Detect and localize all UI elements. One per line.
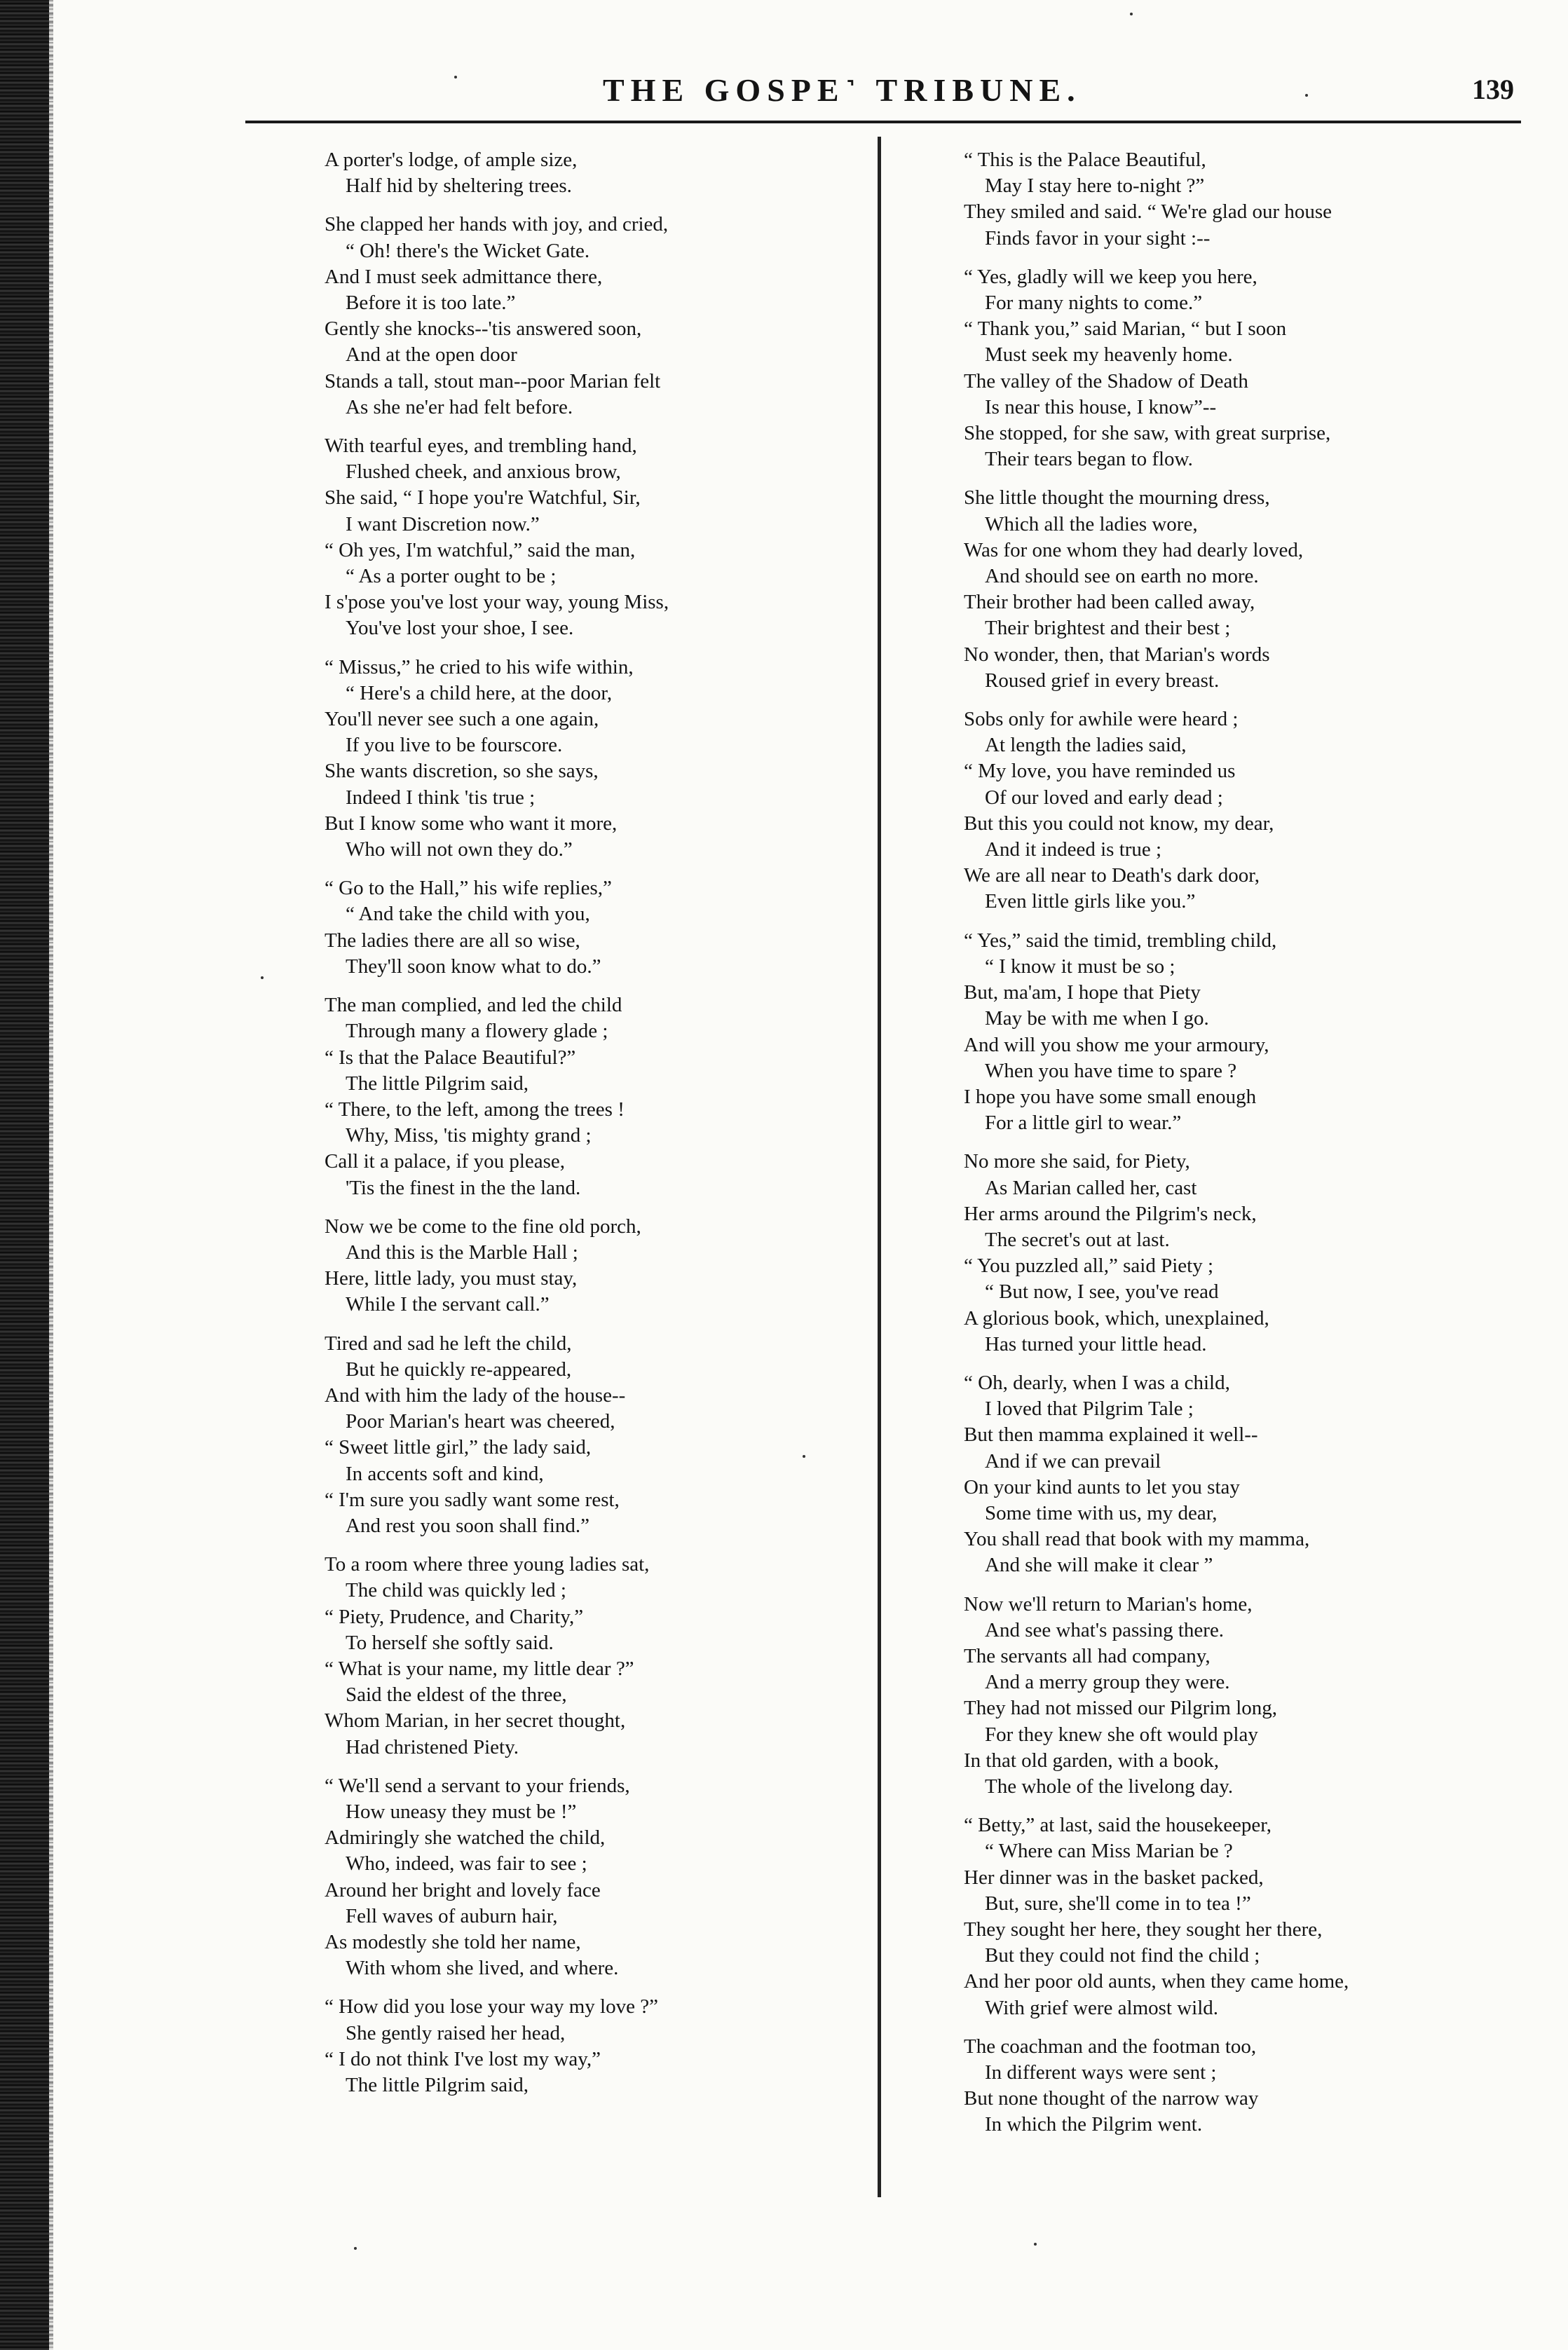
verse-line: Of our loved and early dead ; xyxy=(985,786,1223,809)
verse-line: As modestly she told her name, xyxy=(325,1931,581,1953)
stanza xyxy=(325,1214,857,1318)
left-column xyxy=(325,147,857,2111)
verse-line: And will you show me your armoury, xyxy=(964,1033,1269,1056)
verse-line: Now we be come to the fine old porch, xyxy=(325,1215,641,1238)
verse-line: The ladies there are all so wise, xyxy=(325,929,580,952)
stanza xyxy=(325,212,857,421)
verse-line: For they knew she oft would play xyxy=(985,1723,1258,1746)
verse-line: She wants discretion, so she says, xyxy=(325,760,599,783)
verse-line: We are all near to Death's dark door, xyxy=(964,864,1260,887)
verse-line: If you live to be fourscore. xyxy=(346,734,563,757)
verse-line: The little Pilgrim said, xyxy=(346,1072,529,1095)
verse-line: The child was quickly led ; xyxy=(346,1579,566,1602)
verse-line: No wonder, then, that Marian's words xyxy=(964,643,1270,666)
verse-line: The whole of the livelong day. xyxy=(985,1775,1234,1798)
verse-line: On your kind aunts to let you stay xyxy=(964,1475,1240,1498)
verse-line: Their tears began to flow. xyxy=(985,448,1193,471)
verse-line: Said the eldest of the three, xyxy=(346,1683,567,1707)
print-speck xyxy=(803,1455,805,1458)
verse-line: Their brightest and their best ; xyxy=(985,617,1231,640)
binding-edge xyxy=(0,0,49,2350)
verse-line: “ Thank you,” said Marian, “ but I soon xyxy=(964,317,1287,341)
verse-line: But they could not find the child ; xyxy=(985,1944,1260,1967)
verse-line: Tired and sad he left the child, xyxy=(325,1332,572,1355)
verse-line: She gently raised her head, xyxy=(346,2021,566,2044)
verse-line: And rest you soon shall find.” xyxy=(346,1514,589,1537)
verse-line: “ Sweet little girl,” the lady said, xyxy=(325,1436,592,1459)
verse-line: Her dinner was in the basket packed, xyxy=(964,1866,1264,1889)
verse-line: But none thought of the narrow way xyxy=(964,2087,1259,2110)
verse-line: But I know some who want it more, xyxy=(325,812,618,835)
verse-line: Must seek my heavenly home. xyxy=(985,343,1233,367)
verse-line: And she will make it clear ” xyxy=(985,1554,1213,1577)
verse-line: Half hid by sheltering trees. xyxy=(346,175,572,198)
verse-line: Indeed I think 'tis true ; xyxy=(346,786,536,809)
verse-line: I want Discretion now.” xyxy=(346,512,540,535)
verse-line: Now we'll return to Marian's home, xyxy=(964,1592,1253,1615)
stanza xyxy=(325,655,857,863)
column-divider xyxy=(878,137,881,2197)
stanza xyxy=(325,1773,857,1982)
verse-line: A glorious book, which, unexplained, xyxy=(964,1306,1269,1330)
verse-line: Why, Miss, 'tis mighty grand ; xyxy=(346,1124,592,1147)
stanza xyxy=(964,147,1511,252)
stanza xyxy=(964,1370,1511,1579)
page-header xyxy=(231,64,1514,121)
stanza xyxy=(325,1331,857,1540)
verse-line: “ I know it must be so ; xyxy=(985,955,1175,978)
verse-line: I hope you have some small enough xyxy=(964,1085,1257,1108)
verse-line: And at the open door xyxy=(346,343,517,367)
verse-line: The coachman and the footman too, xyxy=(964,2035,1257,2058)
verse-line: Poor Marian's heart was cheered, xyxy=(346,1410,615,1433)
stanza xyxy=(325,992,857,1201)
verse-line: But, sure, she'll come in to tea !” xyxy=(985,1892,1251,1915)
verse-line: She little thought the mourning dress, xyxy=(964,486,1270,510)
verse-line: “ Betty,” at last, said the housekeeper, xyxy=(964,1814,1272,1837)
verse-line: “ I do not think I've lost my way,” xyxy=(325,2047,601,2070)
verse-line: “ Go to the Hall,” his wife replies,” xyxy=(325,877,612,900)
verse-line: Their brother had been called away, xyxy=(964,591,1255,614)
verse-line: “ Where can Miss Marian be ? xyxy=(985,1840,1233,1863)
verse-line: While I the servant call.” xyxy=(346,1293,550,1316)
verse-line: Some time with us, my dear, xyxy=(985,1501,1218,1524)
verse-line: They smiled and said. “ We're glad our house xyxy=(964,200,1332,224)
verse-line: Sobs only for awhile were heard ; xyxy=(964,708,1239,731)
stanza xyxy=(964,1812,1511,2021)
stanza xyxy=(964,1592,1511,1801)
stanza xyxy=(964,928,1511,1137)
verse-line: With grief were almost wild. xyxy=(985,1996,1219,2019)
stanza xyxy=(964,706,1511,915)
verse-line: “ Yes,” said the timid, trembling child, xyxy=(964,929,1277,952)
verse-line: “ Oh yes, I'm watchful,” said the man, xyxy=(325,538,636,561)
verse-line: Roused grief in every breast. xyxy=(985,669,1220,692)
verse-line: Was for one whom they had dearly loved, xyxy=(964,538,1304,561)
verse-line: In accents soft and kind, xyxy=(346,1462,544,1485)
verse-line: As she ne'er had felt before. xyxy=(346,395,573,418)
verse-line: “ You puzzled all,” said Piety ; xyxy=(964,1255,1214,1278)
verse-line: As Marian called her, cast xyxy=(985,1176,1197,1199)
verse-line: The secret's out at last. xyxy=(985,1228,1170,1251)
verse-line: You've lost your shoe, I see. xyxy=(346,617,574,640)
verse-line: 'Tis the finest in the the land. xyxy=(346,1176,581,1199)
verse-line: “ But now, I see, you've read xyxy=(985,1280,1219,1304)
verse-line: And I must seek admittance there, xyxy=(325,265,603,288)
verse-line: Who will not own they do.” xyxy=(346,838,573,861)
verse-line: “ And take the child with you, xyxy=(346,903,590,926)
verse-line: “ As a porter ought to be ; xyxy=(346,565,557,588)
verse-line: A porter's lodge, of ample size, xyxy=(325,149,578,171)
stanza xyxy=(964,1149,1511,1358)
verse-line: “ My love, you have reminded us xyxy=(964,760,1236,783)
verse-line: Admiringly she watched the child, xyxy=(325,1826,606,1850)
verse-line: “ I'm sure you sadly want some rest, xyxy=(325,1488,620,1511)
verse-line: Fell waves of auburn hair, xyxy=(346,1904,558,1927)
verse-line: She said, “ I hope you're Watchful, Sir, xyxy=(325,486,641,510)
stanza xyxy=(325,147,857,199)
verse-line: And her poor old aunts, when they came home, xyxy=(964,1970,1349,1993)
header-rule xyxy=(245,121,1521,123)
print-speck xyxy=(1305,94,1308,97)
verse-line: Flushed cheek, and anxious brow, xyxy=(346,460,621,484)
verse-line: But this you could not know, my dear, xyxy=(964,812,1274,835)
verse-line: In that old garden, with a book, xyxy=(964,1749,1220,1772)
verse-line: She stopped, for she saw, with great surprise, xyxy=(964,422,1331,445)
stanza xyxy=(325,1994,857,2098)
verse-line: And it indeed is true ; xyxy=(985,838,1162,861)
verse-line: Even little girls like you.” xyxy=(985,890,1196,913)
verse-line: “ Missus,” he cried to his wife within, xyxy=(325,655,634,678)
verse-line: And if we can prevail xyxy=(985,1449,1161,1473)
verse-line: They sought her here, they sought her there, xyxy=(964,1918,1323,1941)
verse-line: Whom Marian, in her secret thought, xyxy=(325,1709,626,1733)
verse-line: Before it is too late.” xyxy=(346,292,516,315)
verse-line: May I stay here to-night ?” xyxy=(985,175,1205,198)
verse-line: “ Here's a child here, at the door, xyxy=(346,681,613,704)
verse-line: I loved that Pilgrim Tale ; xyxy=(985,1398,1194,1421)
verse-line: How uneasy they must be !” xyxy=(346,1800,577,1823)
verse-line: “ Is that the Palace Beautiful?” xyxy=(325,1046,576,1069)
verse-line: Her arms around the Pilgrim's neck, xyxy=(964,1202,1257,1225)
verse-line: “ How did you lose your way my love ?” xyxy=(325,1995,658,2018)
print-speck xyxy=(354,2247,357,2250)
verse-line: When you have time to spare ? xyxy=(985,1059,1237,1082)
page-number: 139 xyxy=(1472,74,1514,105)
verse-line: They had not missed our Pilgrim long, xyxy=(964,1697,1278,1720)
verse-line: The little Pilgrim said, xyxy=(346,2074,529,2097)
verse-line: You shall read that book with my mamma, xyxy=(964,1528,1310,1551)
verse-line: She clapped her hands with joy, and cried, xyxy=(325,213,669,236)
verse-line: The valley of the Shadow of Death xyxy=(964,369,1248,392)
stanza xyxy=(964,485,1511,694)
verse-line: They'll soon know what to do.” xyxy=(346,955,601,978)
print-speck xyxy=(1034,2243,1037,2246)
verse-line: “ There, to the left, among the trees ! xyxy=(325,1098,625,1121)
verse-line: And should see on earth no more. xyxy=(985,565,1259,588)
verse-line: I s'pose you've lost your way, young Miss, xyxy=(325,591,669,614)
verse-line: Which all the ladies wore, xyxy=(985,512,1198,535)
verse-line: At length the ladies said, xyxy=(985,734,1187,757)
stanza xyxy=(964,2034,1511,2138)
verse-line: May be with me when I go. xyxy=(985,1007,1209,1030)
print-speck xyxy=(454,76,457,78)
verse-line: “ Oh, dearly, when I was a child, xyxy=(964,1371,1230,1394)
verse-line: Has turned your little head. xyxy=(985,1332,1207,1355)
verse-line: “ What is your name, my little dear ?” xyxy=(325,1657,634,1680)
running-title: THE GOSPE˺ TRIBUNE. xyxy=(603,72,1082,108)
print-speck xyxy=(1130,13,1133,15)
verse-line: Finds favor in your sight :-- xyxy=(985,226,1211,250)
verse-line: Call it a palace, if you please, xyxy=(325,1150,566,1173)
verse-line: In which the Pilgrim went. xyxy=(985,2113,1203,2136)
verse-line: And this is the Marble Hall ; xyxy=(346,1241,578,1264)
verse-line: But, ma'am, I hope that Piety xyxy=(964,981,1201,1004)
stanza xyxy=(325,875,857,980)
stanza xyxy=(964,264,1511,473)
verse-line: And with him the lady of the house-- xyxy=(325,1384,626,1407)
stanza xyxy=(325,1552,857,1761)
verse-line: Stands a tall, stout man--poor Marian felt xyxy=(325,369,661,392)
verse-line: For many nights to come.” xyxy=(985,292,1203,315)
verse-line: And a merry group they were. xyxy=(985,1671,1230,1694)
right-column xyxy=(964,147,1511,2151)
verse-line: No more she said, for Piety, xyxy=(964,1150,1190,1173)
verse-line: For a little girl to wear.” xyxy=(985,1112,1182,1135)
verse-line: Around her bright and lovely face xyxy=(325,1878,601,1901)
verse-line: But he quickly re-appeared, xyxy=(346,1358,572,1381)
verse-line: You'll never see such a one again, xyxy=(325,708,599,731)
verse-line: Who, indeed, was fair to see ; xyxy=(346,1852,587,1876)
verse-line: Gently she knocks--'tis answered soon, xyxy=(325,317,642,341)
verse-line: To a room where three young ladies sat, xyxy=(325,1553,650,1576)
verse-line: In different ways were sent ; xyxy=(985,2061,1217,2084)
verse-line: With whom she lived, and where. xyxy=(346,1957,619,1980)
verse-line: “ Piety, Prudence, and Charity,” xyxy=(325,1605,584,1628)
verse-line: And see what's passing there. xyxy=(985,1618,1225,1641)
stanza xyxy=(325,433,857,642)
verse-line: “ Oh! there's the Wicket Gate. xyxy=(346,239,590,262)
print-speck xyxy=(261,976,264,979)
verse-line: Here, little lady, you must stay, xyxy=(325,1267,578,1290)
verse-line: “ Yes, gladly will we keep you here, xyxy=(964,265,1257,288)
verse-line: With tearful eyes, and trembling hand, xyxy=(325,435,637,458)
verse-line: But then mamma explained it well-- xyxy=(964,1423,1258,1447)
verse-line: Had christened Piety. xyxy=(346,1735,519,1758)
verse-line: The man complied, and led the child xyxy=(325,994,622,1017)
verse-line: The servants all had company, xyxy=(964,1644,1211,1667)
verse-line: “ This is the Palace Beautiful, xyxy=(964,149,1206,171)
verse-line: “ We'll send a servant to your friends, xyxy=(325,1774,630,1797)
verse-line: Through many a flowery glade ; xyxy=(346,1020,608,1043)
verse-line: Is near this house, I know”-- xyxy=(985,395,1217,418)
verse-line: To herself she softly said. xyxy=(346,1631,554,1654)
